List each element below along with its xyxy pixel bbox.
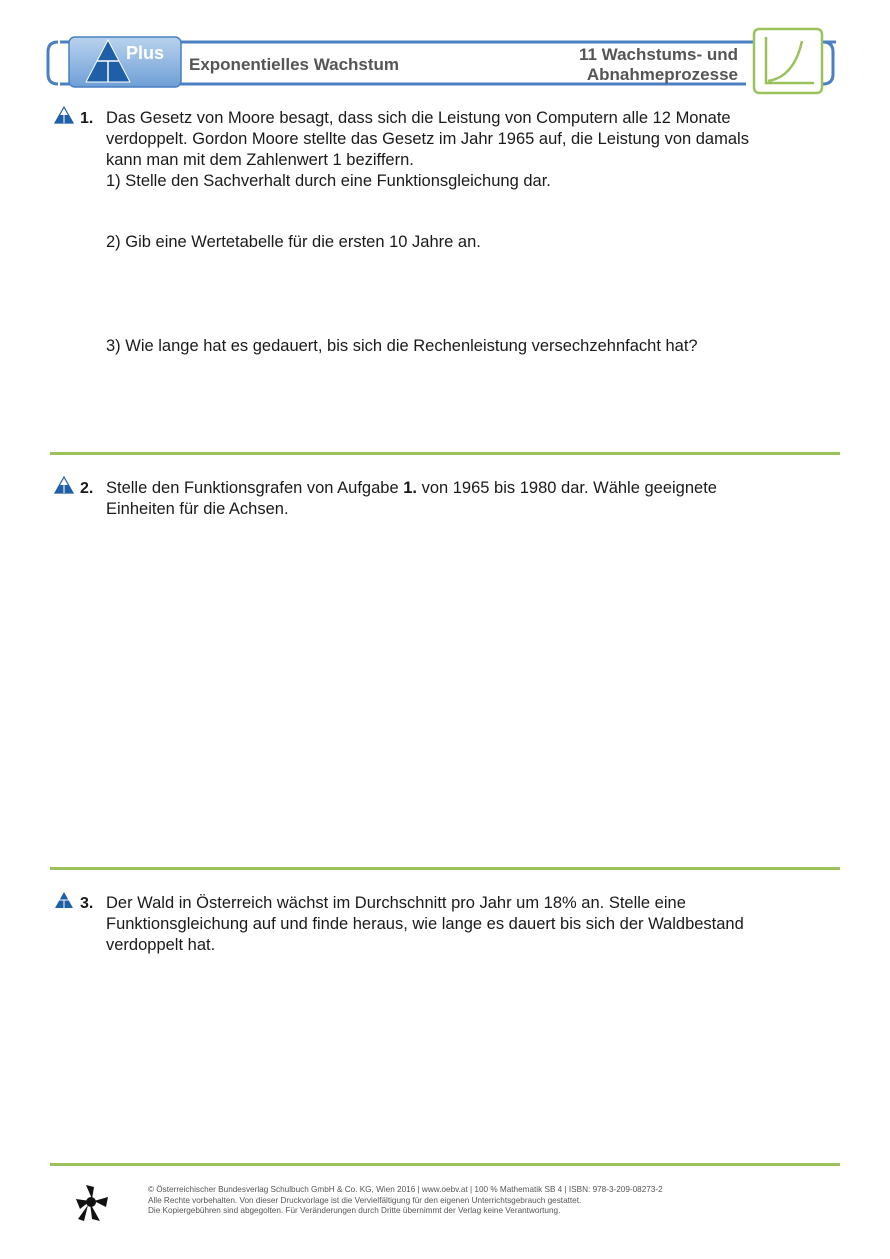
footer-line-3: Die Kopiergebühren sind abgegolten. Für Veränderungen durch Dritte übernimmt der Verlag keine Verantwortung.: [148, 1206, 561, 1215]
task-1-line-2: verdoppelt. Gordon Moore stellte das Gesetz im Jahr 1965 auf, die Leistung von damals: [106, 130, 749, 148]
task-2-line-1: [106, 478, 826, 499]
footer-line-2: Alle Rechte vorbehalten. Von dieser Druckvorlage ist die Vervielfältigung für den eigenen Unterrichtsgebrauch gestattet.: [148, 1195, 582, 1205]
pyramid-level-1-icon: [54, 476, 74, 494]
pyramid-full-icon: [54, 891, 74, 909]
page-title: Exponentielles Wachstum: [189, 55, 400, 74]
task-2-line-1-b: von 1965 bis 1980 dar. Wähle geeignete: [416, 479, 717, 497]
divider: [50, 452, 840, 455]
task-2-number: 2.: [80, 480, 94, 497]
task-1-sub-1: 1) Stelle den Sachverhalt durch eine Funktionsgleichung dar.: [106, 172, 551, 190]
footer-divider: [50, 1163, 840, 1166]
footer-line-1: © Österreichischer Bundesverlag Schulbuch GmbH & Co. KG, Wien 2016 | www.oebv.at | 100 % Mathematik SB 4 | ISBN: 978-3-209-08273-2: [148, 1185, 663, 1194]
task-ref: 1.: [403, 479, 417, 497]
task-2-line-1-a: Stelle den Funktionsgrafen von Aufgabe: [106, 479, 404, 497]
growth-graph-icon: [752, 27, 824, 95]
publisher-logo-icon: [72, 1183, 112, 1223]
task-3-line-3: verdoppelt hat.: [106, 936, 216, 954]
task-3-line-1: Der Wald in Österreich wächst im Durchschnitt pro Jahr um 18% an. Stelle eine: [106, 894, 686, 912]
task-1-text: [106, 108, 826, 192]
task-1-line-3: kann man mit dem Zahlenwert 1 beziffern.: [106, 151, 414, 169]
task-3-line-2: Funktionsgleichung auf und finde heraus, wie lange es dauert bis sich der Waldbestand: [106, 915, 744, 933]
task-1-sub-2: 2) Gib eine Wertetabelle für die ersten 10 Jahre an.: [106, 233, 481, 251]
task-1-line-1: Das Gesetz von Moore besagt, dass sich die Leistung von Computern alle 12 Monate: [106, 109, 731, 127]
copyright-notice: [148, 1185, 808, 1217]
task-3-number: 3.: [80, 895, 94, 912]
task-1-number: 1.: [80, 110, 94, 127]
chapter-title: [498, 45, 738, 85]
task-2-line-2: Einheiten für die Achsen.: [106, 500, 289, 518]
plus-logo: [68, 36, 182, 88]
pyramid-level-1-icon: [54, 106, 74, 124]
chapter-line-2: Abnahmeprozesse: [586, 65, 738, 84]
task-2-text: [106, 478, 826, 520]
divider: [50, 867, 840, 870]
task-1-sub-3: 3) Wie lange hat es gedauert, bis sich die Rechenleistung versechzehnfacht hat?: [106, 337, 698, 355]
logo-text: Plus: [126, 43, 165, 63]
chapter-line-1: 11 Wachstums- und: [578, 45, 738, 64]
task-3-text: [106, 893, 826, 956]
